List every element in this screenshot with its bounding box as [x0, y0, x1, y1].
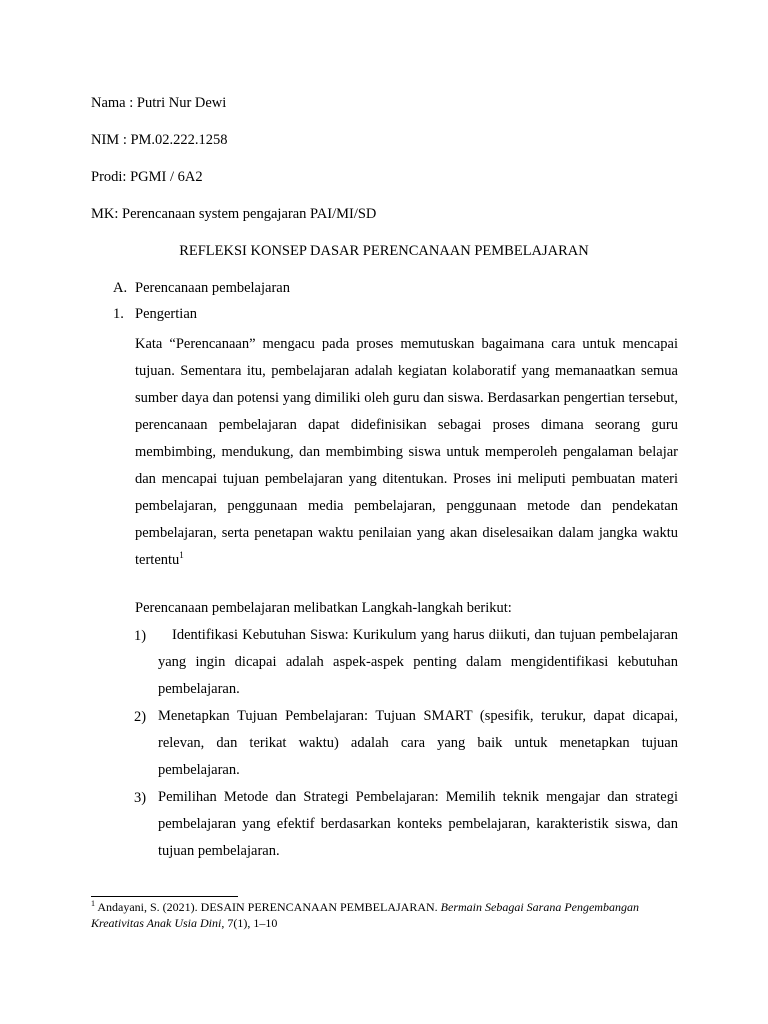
course-name: MK: Perencanaan system pengajaran PAI/MI/SD: [91, 206, 377, 222]
footnote-citation: Andayani, S. (2021). DESAIN PERENCANAAN PEMBELAJARAN.: [95, 900, 441, 914]
footnote: [91, 899, 691, 931]
step-text: Identifikasi Kebutuhan Siswa: Kurikulum yang harus diikuti, dan tujuan pembelajaran yang ingin dicapai adalah aspek-aspek penting dalam mengidentifikasi kebutuhan pembelajaran.: [158, 627, 678, 697]
step-number: 1): [134, 628, 147, 644]
footnote-reference: 1: [179, 550, 184, 561]
paragraph-text: Kata “Perencanaan” mengacu pada proses memutuskan bagaimana cara untuk mencapai tujuan. Sementara itu, pembelajaran adalah kegiatan kolaboratif yang memanaatkan semua sumber daya dan potensi yang dimiliki oleh guru dan siswa. Berdasarkan pengertian tersebut, perencanaan pembelajaran dapat didefinisikan sebagai proses dimana seorang guru membimbing, mendukung, dan membimbing siswa untuk memperoleh pengalaman belajar dan mencapai tujuan pembelajaran yang ditentukan. Proses ini meliputi pembuatan materi pembelajaran, penggunaan media pembelajaran, penggunaan metode dan pendekatan pembelajaran, serta penetapan waktu penilaian yang akan diselesaikan dalam jangka waktu tertentu: [135, 336, 678, 568]
footnote-number: 1: [91, 899, 95, 908]
footnote-volume: , 7(1), 1–10: [221, 916, 278, 930]
document-title: REFLEKSI KONSEP DASAR PERENCANAAN PEMBELAJARAN: [179, 243, 589, 259]
step-text: Pemilihan Metode dan Strategi Pembelajaran: Memilih teknik mengajar dan strategi pembelajaran yang efektif berdasarkan konteks pembelajaran, karakteristik siswa, dan tujuan pembelajaran.: [158, 789, 678, 859]
definition-paragraph: [135, 331, 678, 574]
step-number: 3): [134, 790, 147, 806]
footnote-journal: Bermain Sebagai Sarana Pengembangan Kreativitas Anak Usia Dini: [91, 900, 639, 930]
student-prodi: Prodi: PGMI / 6A2: [91, 169, 203, 185]
student-nim: NIM : PM.02.222.1258: [91, 132, 228, 148]
section-a-heading: Perencanaan pembelajaran: [135, 280, 290, 296]
step-text: Menetapkan Tujuan Pembelajaran: Tujuan SMART (spesifik, terukur, dapat dicapai, relevan, dan terikat waktu) adalah cara yang baik untuk menetapkan tujuan pembelajaran.: [158, 708, 678, 778]
steps-intro: Perencanaan pembelajaran melibatkan Langkah-langkah berikut:: [135, 600, 512, 616]
subsection-1-marker: 1.: [113, 306, 124, 322]
step-number: 2): [134, 709, 147, 725]
subsection-1-heading: Pengertian: [135, 306, 198, 322]
footnote-separator: [91, 896, 238, 897]
section-a-marker: A.: [113, 280, 128, 296]
student-name: Nama : Putri Nur Dewi: [91, 95, 227, 111]
